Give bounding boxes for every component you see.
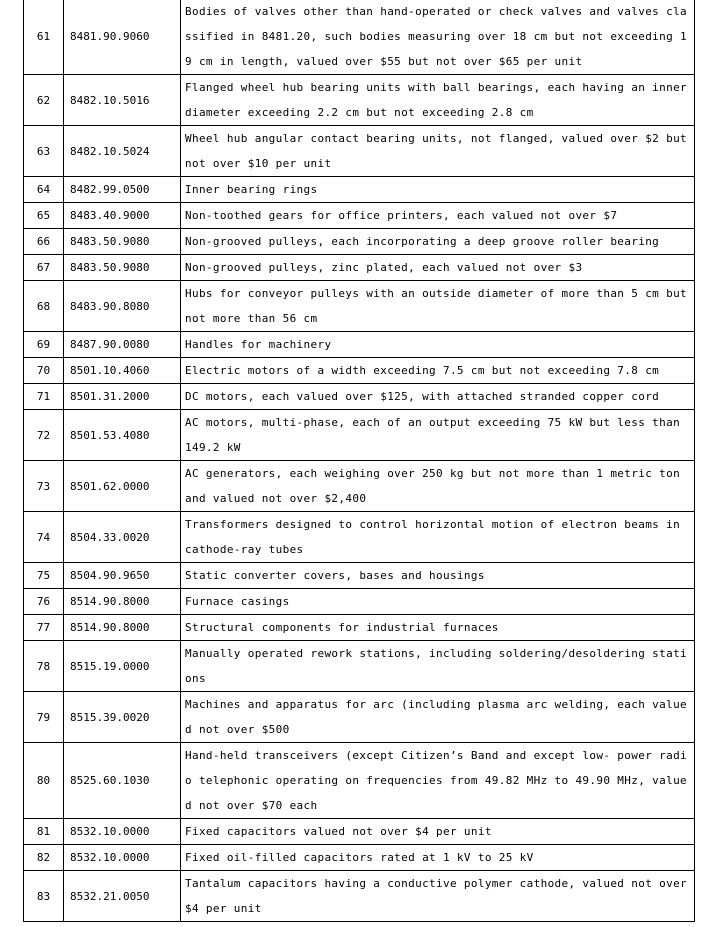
table-row xyxy=(24,819,695,845)
product-description: Furnace casings xyxy=(181,589,695,615)
row-number: 78 xyxy=(24,641,64,692)
product-description: Fixed capacitors valued not over $4 per unit xyxy=(181,819,695,845)
table-row xyxy=(24,589,695,615)
table-row xyxy=(24,410,695,461)
product-description: Fixed oil-filled capacitors rated at 1 kV to 25 kV xyxy=(181,845,695,871)
product-description: Tantalum capacitors having a conductive polymer cathode, valued not over $4 per unit xyxy=(181,871,695,922)
product-description: Bodies of valves other than hand-operated or check valves and valves classified in 8481.20, such bodies measuring over 18 cm but not exceeding 19 cm in length, valued over $55 but not over $65 per unit xyxy=(181,0,695,75)
table-row xyxy=(24,75,695,126)
table-row xyxy=(24,384,695,410)
table-row xyxy=(24,461,695,512)
hts-code: 8525.60.1030 xyxy=(64,743,181,819)
row-number: 64 xyxy=(24,177,64,203)
table-row xyxy=(24,563,695,589)
product-description: Hand-held transceivers (except Citizen’s Band and except low- power radio telephonic operating on frequencies from 49.82 MHz to 49.90 MHz, valued not over $70 each xyxy=(181,743,695,819)
hts-code: 8504.33.0020 xyxy=(64,512,181,563)
table-row xyxy=(24,615,695,641)
row-number: 82 xyxy=(24,845,64,871)
product-description: Electric motors of a width exceeding 7.5 cm but not exceeding 7.8 cm xyxy=(181,358,695,384)
table-row xyxy=(24,845,695,871)
table-row xyxy=(24,641,695,692)
hts-code: 8483.50.9080 xyxy=(64,229,181,255)
table-row xyxy=(24,743,695,819)
table-row xyxy=(24,203,695,229)
row-number: 80 xyxy=(24,743,64,819)
table-row xyxy=(24,512,695,563)
hts-code: 8501.53.4080 xyxy=(64,410,181,461)
product-description: Handles for machinery xyxy=(181,332,695,358)
product-description: Non-grooved pulleys, each incorporating a deep groove roller bearing xyxy=(181,229,695,255)
tariff-exclusion-table xyxy=(23,0,695,922)
product-description: Manually operated rework stations, including soldering/desoldering stations xyxy=(181,641,695,692)
product-description: Machines and apparatus for arc (including plasma arc welding, each valued not over $500 xyxy=(181,692,695,743)
hts-code: 8487.90.0080 xyxy=(64,332,181,358)
row-number: 74 xyxy=(24,512,64,563)
hts-code: 8482.10.5024 xyxy=(64,126,181,177)
table-row xyxy=(24,0,695,75)
product-description: AC motors, multi-phase, each of an output exceeding 75 kW but less than 149.2 kW xyxy=(181,410,695,461)
product-description: Hubs for conveyor pulleys with an outside diameter of more than 5 cm but not more than 56 cm xyxy=(181,281,695,332)
hts-code: 8482.10.5016 xyxy=(64,75,181,126)
row-number: 68 xyxy=(24,281,64,332)
table-row xyxy=(24,332,695,358)
hts-code: 8532.21.0050 xyxy=(64,871,181,922)
hts-code: 8483.40.9000 xyxy=(64,203,181,229)
hts-code: 8501.31.2000 xyxy=(64,384,181,410)
hts-code: 8515.39.0020 xyxy=(64,692,181,743)
hts-code: 8514.90.8000 xyxy=(64,589,181,615)
table-row xyxy=(24,255,695,281)
table-row xyxy=(24,229,695,255)
table-row xyxy=(24,177,695,203)
row-number: 72 xyxy=(24,410,64,461)
row-number: 75 xyxy=(24,563,64,589)
product-description: Wheel hub angular contact bearing units, not flanged, valued over $2 but not over $10 per unit xyxy=(181,126,695,177)
product-description: Flanged wheel hub bearing units with ball bearings, each having an inner diameter exceeding 2.2 cm but not exceeding 2.8 cm xyxy=(181,75,695,126)
row-number: 69 xyxy=(24,332,64,358)
table-row xyxy=(24,281,695,332)
row-number: 79 xyxy=(24,692,64,743)
hts-code: 8501.10.4060 xyxy=(64,358,181,384)
product-description: Static converter covers, bases and housings xyxy=(181,563,695,589)
table-row xyxy=(24,871,695,922)
row-number: 76 xyxy=(24,589,64,615)
hts-code: 8482.99.0500 xyxy=(64,177,181,203)
row-number: 83 xyxy=(24,871,64,922)
row-number: 70 xyxy=(24,358,64,384)
hts-code: 8483.50.9080 xyxy=(64,255,181,281)
hts-code: 8483.90.8080 xyxy=(64,281,181,332)
row-number: 77 xyxy=(24,615,64,641)
hts-code: 8481.90.9060 xyxy=(64,0,181,75)
product-description: Inner bearing rings xyxy=(181,177,695,203)
row-number: 73 xyxy=(24,461,64,512)
hts-code: 8514.90.8000 xyxy=(64,615,181,641)
hts-code: 8532.10.0000 xyxy=(64,819,181,845)
row-number: 65 xyxy=(24,203,64,229)
product-description: DC motors, each valued over $125, with attached stranded copper cord xyxy=(181,384,695,410)
row-number: 63 xyxy=(24,126,64,177)
row-number: 71 xyxy=(24,384,64,410)
row-number: 66 xyxy=(24,229,64,255)
row-number: 62 xyxy=(24,75,64,126)
hts-code: 8501.62.0000 xyxy=(64,461,181,512)
product-description: Non-toothed gears for office printers, each valued not over $7 xyxy=(181,203,695,229)
table-row xyxy=(24,126,695,177)
product-description: Non-grooved pulleys, zinc plated, each valued not over $3 xyxy=(181,255,695,281)
hts-code: 8532.10.0000 xyxy=(64,845,181,871)
product-description: Transformers designed to control horizontal motion of electron beams in cathode-ray tubes xyxy=(181,512,695,563)
row-number: 61 xyxy=(24,0,64,75)
row-number: 81 xyxy=(24,819,64,845)
table-row xyxy=(24,692,695,743)
hts-code: 8515.19.0000 xyxy=(64,641,181,692)
product-description: Structural components for industrial furnaces xyxy=(181,615,695,641)
row-number: 67 xyxy=(24,255,64,281)
hts-code: 8504.90.9650 xyxy=(64,563,181,589)
table-row xyxy=(24,358,695,384)
product-description: AC generators, each weighing over 250 kg but not more than 1 metric ton and valued not over $2,400 xyxy=(181,461,695,512)
